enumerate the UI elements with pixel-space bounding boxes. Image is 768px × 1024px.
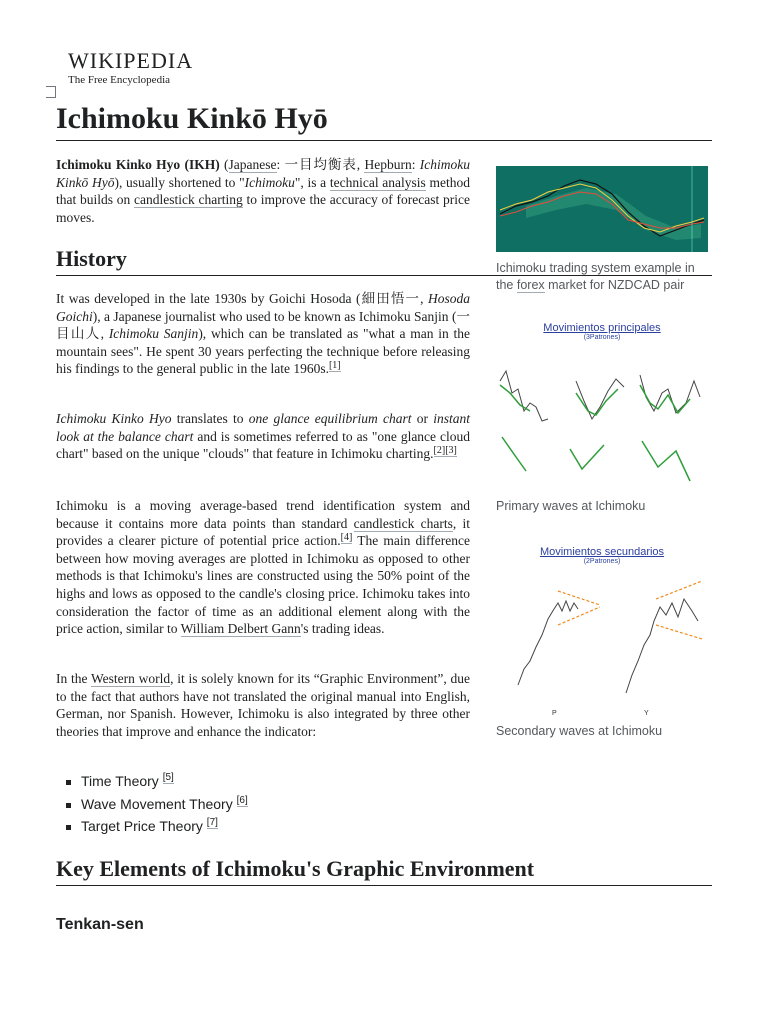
- theory-label: Target Price Theory: [81, 818, 203, 834]
- pennant-upper-line: [558, 591, 600, 605]
- japanese-link[interactable]: Japanese: [228, 157, 277, 172]
- text: Ichimoku trading system example in the: [496, 261, 695, 292]
- sidebar-toggle-icon[interactable]: [46, 86, 56, 98]
- text: ), usually shortened to ": [114, 174, 245, 190]
- wave-line: [500, 385, 530, 411]
- history-paragraph-3: [56, 497, 470, 638]
- reference-5[interactable]: [5]: [162, 772, 174, 784]
- wikipedia-logo[interactable]: [68, 50, 193, 87]
- candlestick-charts-link[interactable]: candlestick charts: [353, 515, 453, 531]
- key-elements-heading: Key Elements of Ichimoku's Graphic Environment: [56, 855, 712, 886]
- text: ,: [100, 326, 109, 342]
- text: to improve the accuracy of forecast price moves.: [56, 192, 470, 225]
- price-trace: [518, 601, 578, 685]
- arrow-n: [642, 441, 690, 481]
- primary-waves-image[interactable]: [496, 341, 708, 491]
- text: and is sometimes referred to as "one glance cloud chart" based on the unique "clouds" that feature in Ichimoku charting.: [56, 428, 471, 462]
- text: market for NZDCAD pair: [544, 278, 685, 292]
- italic-text: instant look at the balance chart: [56, 411, 471, 444]
- text: , it provides a clearer picture of potential price action.: [56, 515, 470, 549]
- romaji-text: Ichimoku Sanjin: [108, 326, 199, 342]
- page-title: Ichimoku Kinkō Hyō: [56, 100, 712, 141]
- text: method that builds on: [56, 174, 470, 208]
- logo-wordmark: WIKIPEDIA: [68, 48, 194, 73]
- italic-text: one glance equilibrium chart: [248, 411, 412, 426]
- text: or: [411, 411, 434, 426]
- figure-caption: Secondary waves at Ichimoku: [496, 724, 663, 738]
- logo-tagline: The Free Encyclopedia: [68, 74, 171, 86]
- arrow-i: [502, 437, 526, 471]
- pennant-lower-line: [558, 607, 600, 625]
- figure-primary-waves: [496, 322, 708, 515]
- wave-label-p: P: [552, 710, 557, 717]
- figure-subtitle: (2Patrones): [583, 558, 621, 565]
- gann-link[interactable]: William Delbert Gann: [180, 621, 301, 637]
- forex-link[interactable]: forex: [516, 278, 545, 292]
- text: It was developed in the late 1930s by Goichi Hosoda (: [56, 291, 361, 306]
- intro-paragraph: [56, 156, 470, 226]
- text: Ichimoku is a moving average-based trend identification system and because it contains more data points than standard: [56, 498, 470, 531]
- arrow-v: [570, 445, 604, 469]
- italic-text: Ichimoku Kinko Hyo: [56, 411, 172, 426]
- romaji-text: Hosoda Goichi: [56, 291, 471, 324]
- reference-4[interactable]: [4]: [340, 531, 353, 543]
- text: ,: [420, 291, 428, 306]
- history-heading: History: [56, 245, 712, 276]
- reference-6[interactable]: [6]: [236, 794, 248, 806]
- figure-caption: [496, 260, 708, 294]
- text: :: [411, 157, 420, 172]
- figure-forex-chart: [496, 166, 708, 294]
- kanji-text: 一目山人: [56, 308, 471, 342]
- western-world-link[interactable]: Western world: [90, 671, 171, 686]
- kanji-text: 一目均衡表: [284, 157, 357, 172]
- theory-label: Time Theory: [81, 773, 159, 789]
- price-trace: [500, 371, 548, 421]
- list-item: [64, 815, 248, 838]
- price-trace: [626, 599, 698, 693]
- triangle-upper-line: [656, 581, 702, 599]
- price-trace: [576, 379, 624, 419]
- tenkan-sen-heading: Tenkan-sen: [56, 916, 144, 933]
- history-paragraph-2: [56, 410, 470, 463]
- text: (: [219, 157, 229, 172]
- list-item: [64, 793, 248, 816]
- figure-secondary-waves: [496, 546, 708, 740]
- figure-title: Movimientos secundarios: [539, 546, 665, 558]
- text: 's trading ideas.: [300, 621, 385, 637]
- text: ), which can be translated as "what a man in the mountain sees". He spent 30 years perfecting the technique before releasing his findings to the general public in the late 1960s.: [56, 326, 471, 377]
- text: ,: [356, 157, 365, 172]
- figure-caption: Primary waves at Ichimoku: [496, 499, 646, 513]
- short-name: Ichimoku: [244, 174, 295, 190]
- reference-1[interactable]: [1]: [328, 359, 341, 371]
- history-paragraph-4: [56, 670, 470, 740]
- text: :: [276, 157, 285, 172]
- text: ), a Japanese journalist who used to be known as Ichimoku Sanjin (: [92, 308, 457, 324]
- theory-label: Wave Movement Theory: [81, 795, 233, 812]
- technical-analysis-link[interactable]: technical analysis: [329, 174, 426, 190]
- kanji-text: 細田悟一: [360, 291, 421, 306]
- secondary-waves-image[interactable]: [496, 565, 708, 717]
- text: In the: [56, 671, 91, 686]
- reference-7[interactable]: [7]: [206, 817, 218, 829]
- list-item: [64, 770, 248, 793]
- reference-2[interactable]: [2]: [433, 444, 446, 456]
- reference-3[interactable]: [3]: [445, 444, 457, 456]
- text: translates to: [171, 411, 249, 426]
- history-paragraph-1: [56, 290, 470, 378]
- wave-line: [640, 385, 690, 413]
- candlestick-charting-link[interactable]: candlestick charting: [134, 192, 243, 208]
- hepburn-link[interactable]: Hepburn: [364, 157, 412, 172]
- theories-list: [64, 770, 248, 838]
- text: The main difference between how moving averages are plotted in Ichimoku as opposed to other methods is that Ichimoku's lines are constructed using the 50% point of the highs and lows as opposed to the candle's closing price. Ichimoku takes into consideration the factor of time as an additional element along with the price action, similar to: [56, 533, 470, 637]
- text: ", is a: [294, 174, 330, 190]
- wave-label-y: Y: [644, 710, 649, 717]
- figure-subtitle: (3Patrones): [583, 334, 621, 341]
- price-trace: [640, 375, 700, 413]
- romaji-text: Ichimoku Kinkō Hyō: [56, 157, 470, 190]
- figure-title: Movimientos principales: [543, 322, 661, 334]
- triangle-lower-line: [656, 625, 702, 639]
- forex-chart-image[interactable]: [496, 166, 708, 252]
- intro-term: Ichimoku Kinko Hyo (IKH): [56, 157, 220, 172]
- text: , it is solely known for its “Graphic Environment”, due to the fact that authors have not translated the original manual into English, German, nor Spanish. However, Ichimoku is also integrated by three other theories that improve and enhance the indicator:: [56, 671, 470, 739]
